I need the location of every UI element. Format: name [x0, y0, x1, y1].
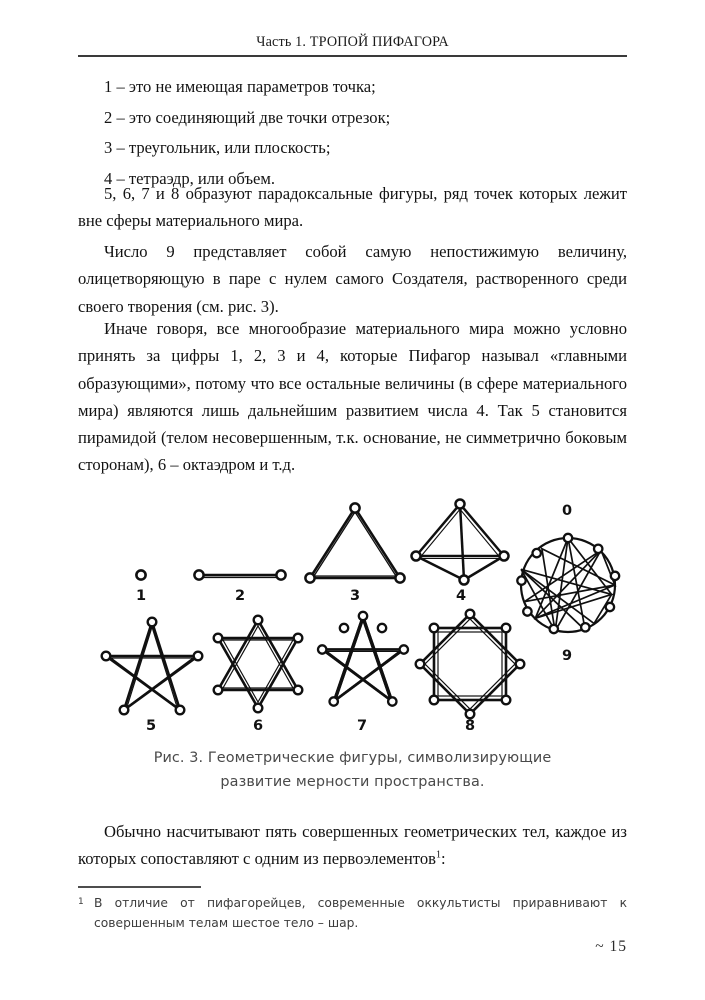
paragraph-block-3: [78, 315, 627, 479]
figure-caption: [78, 746, 627, 794]
figure-enneagram: [511, 528, 625, 642]
paragraph-text-tail: :: [440, 849, 446, 869]
figure-octagram: [416, 610, 524, 718]
figure-label-4: 4: [455, 588, 467, 604]
figure-point: [130, 564, 152, 586]
list-item: 4 – тетраэдр, или объем.: [104, 168, 276, 188]
figure-triangle: [300, 498, 410, 590]
footnote-reference[interactable]: 1: [435, 849, 441, 861]
figure-label-5: 5: [145, 718, 157, 734]
paragraph: [78, 818, 627, 873]
list-item: 2 – это соединяющий две точки отрезок;: [104, 107, 391, 127]
figure-label-1: 1: [135, 588, 147, 604]
figure-label-8: 8: [464, 718, 476, 734]
figure-label-9: 9: [561, 648, 573, 664]
list-item: 1 – это не имеющая параметров точка;: [104, 77, 376, 96]
figure-3: [78, 488, 627, 743]
running-header: Часть 1. ТРОПОЙ ПИФАГОРА: [256, 34, 449, 50]
figure-tetrahedron: [408, 496, 512, 596]
footnote-marker: 1: [78, 897, 84, 907]
page-number: ~ 15: [595, 938, 627, 955]
paragraph-text: Обычно насчитывают пять совершенных геометрических тел, каждое из которых сопоставляют с одним из первоэлементов: [78, 822, 627, 869]
paragraph: Иначе говоря, все многообразие материального мира можно условно принять за цифры 1, 2, 3 и 4, которые Пифагор называл «главными образующими», потому что все остальные величины (в сфере материального мира) являются лишь дальнейшим развитием числа 4. Так 5 становится пирамидой (телом несовершенным, т.к. основание, не симметрично боковым сторонам), 6 – октаэдром и т.д.: [78, 319, 627, 475]
figure-label-3: 3: [349, 588, 361, 604]
figure-heptagram: [310, 610, 416, 716]
paragraph: Число 9 представляет собой самую непостижимую величину, олицетворяющую в паре с нулем самого Создателя, растворенного среди своего творения (см. рис. 3).: [78, 242, 627, 316]
paragraph-block-1: [78, 180, 627, 235]
definition-list: [78, 72, 627, 194]
header-divider: [78, 55, 627, 57]
caption-line: развитие мерности пространства.: [220, 774, 485, 790]
figure-segment: [190, 564, 290, 586]
figure-label-7: 7: [356, 718, 368, 734]
footnote-text: В отличие от пифагорейцев, современные оккультисты приравнивают к совершенным телам шестое тело – шар.: [94, 896, 627, 930]
figure-label-zero: 0: [561, 503, 573, 519]
footnote: [78, 894, 627, 933]
figure-pentagram: [98, 614, 206, 718]
footnote-divider: [78, 886, 201, 888]
list-item: 3 – треугольник, или плоскость;: [104, 138, 331, 157]
paragraph-block-2: [78, 238, 627, 320]
paragraph: 5, 6, 7 и 8 образуют парадоксальные фигуры, ряд точек которых лежит вне сферы материального мира.: [78, 184, 627, 231]
figure-hexagram: [206, 612, 310, 716]
paragraph-block-4: [78, 818, 627, 873]
caption-line: Рис. 3. Геометрические фигуры, символизирующие: [153, 750, 552, 766]
figure-label-2: 2: [234, 588, 246, 604]
figure-label-6: 6: [252, 718, 264, 734]
